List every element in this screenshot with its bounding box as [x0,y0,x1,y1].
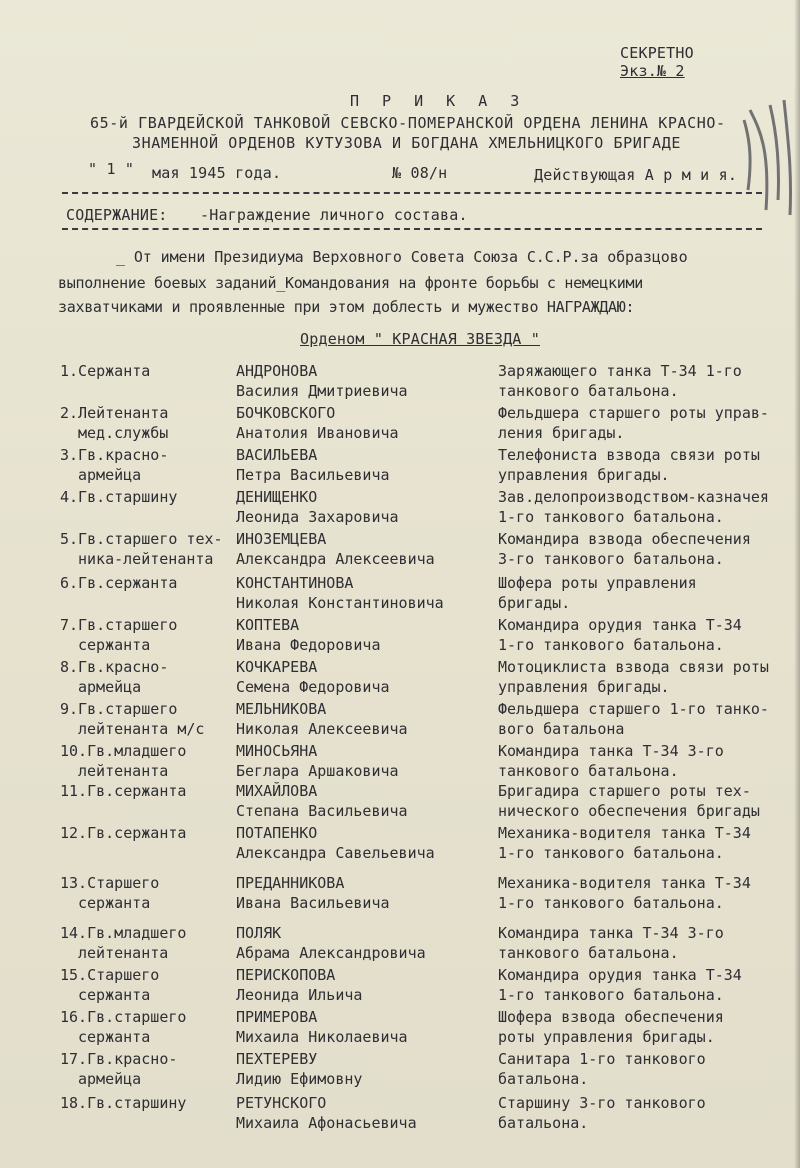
surname: МИНОСЬЯНА [236,742,318,760]
position-line-1: Фельдшера старшего роты управ- [498,404,769,422]
order-heading: Орденом " КРАСНАЯ ЗВЕЗДА " [300,330,540,348]
rank-line-2: сержанта [78,1028,151,1046]
position-line-2: 1-го танкового батальона. [498,894,724,912]
surname: ПОЛЯК [236,924,282,942]
preamble-line-1: _ От имени Президиума Верховного Совета Союза С.С.Р.за образцово [116,248,688,266]
award-entry [0,1008,800,1050]
location: Действующая А р м и я. [534,166,738,184]
surname: ПЕХТЕРЕВУ [236,1050,318,1068]
award-entry [0,700,800,742]
surname: РЕТУНСКОГО [236,1094,327,1112]
position-line-1: Командира взвода обеспечения [498,530,751,548]
award-entry [0,874,800,916]
position-line-2: танкового батальона. [498,382,679,400]
rank-line-1: 8.Гв.красно- [60,658,169,676]
surname: ИНОЗЕМЦЕВА [236,530,327,548]
content-text: -Награждение личного состава. [200,206,468,224]
position-line-1: Мотоциклиста взвода связи роты [498,658,769,676]
award-entry [0,616,800,658]
unit-name-line-1: 65-й ГВАРДЕЙСКОЙ ТАНКОВОЙ СЕВСКО-ПОМЕРАНСКОЙ ОРДЕНА ЛЕНИНА КРАСНО- [90,114,726,132]
content-label: СОДЕРЖАНИЕ: [66,206,168,224]
position-line-2: танкового батальона. [498,762,679,780]
position-line-2: 3-го танкового батальона. [498,550,724,568]
position-line-2: батальона. [498,1114,589,1132]
award-entry [0,966,800,1008]
position-line-1: Командира танка Т-34 3-го [498,742,724,760]
given-names: Михаила Николаевича [236,1028,408,1046]
separator-bottom [62,228,762,230]
position-line-1: Шофера роты управления [498,574,697,592]
position-line-1: Санитара 1-го танкового [498,1050,706,1068]
given-names: Михаила Афонасьевича [236,1114,417,1132]
rank-line-1: 15.Старшего [60,966,160,984]
rank-line-1: 2.Лейтенанта [60,404,169,422]
surname: КОНСТАНТИНОВА [236,574,354,592]
rank-line-1: 4.Гв.старшину [60,488,178,506]
position-line-2: 1-го танкового батальона. [498,636,724,654]
award-entry [0,658,800,700]
surname: ПОТАПЕНКО [236,824,318,842]
given-names: Леонида Ильича [236,986,363,1004]
rank-line-2: армейца [78,466,142,484]
rank-line-1: 14.Гв.младшего [60,924,187,942]
position-line-1: Телефониста взвода связи роты [498,446,760,464]
position-line-1: Шофера взвода обеспечения [498,1008,724,1026]
rank-line-2: сержанта [78,636,151,654]
position-line-2: 1-го танкового батальона. [498,508,724,526]
given-names: Александра Алексеевича [236,550,435,568]
given-names: Анатолия Ивановича [236,424,399,442]
surname: ДЕНИЩЕНКО [236,488,318,506]
rank-line-2: лейтенанта [78,762,169,780]
rank-line-1: 5.Гв.старшего тех- [60,530,223,548]
position-line-2: нического обеспечения бригады [498,802,760,820]
rank-line-1: 18.Гв.старшину [60,1094,187,1112]
award-entry [0,924,800,966]
surname: ПРЕДАННИКОВА [236,874,345,892]
position-line-2: бригады. [498,594,571,612]
award-entry [0,1094,800,1136]
secrecy-stamp: СЕКРЕТНО [620,44,694,62]
rank-line-1: 7.Гв.старшего [60,616,178,634]
given-names: Александра Савельевича [236,844,435,862]
award-entry [0,782,800,824]
surname: КОЧКАРЕВА [236,658,318,676]
unit-name-line-2: ЗНАМЕННОЙ ОРДЕНОВ КУТУЗОВА И БОГДАНА ХМЕЛЬНИЦКОГО БРИГАДЕ [132,134,681,152]
position-line-1: Командира орудия танка Т-34 [498,616,742,634]
surname: АНДРОНОВА [236,362,318,380]
award-entry [0,404,800,446]
date-day: " 1 " [88,160,135,178]
award-entry [0,362,800,404]
preamble-line-3: захватчиками и проявленные при этом доблесть и мужество НАГРАЖДАЮ: [58,298,635,316]
rank-line-1: 6.Гв.сержанта [60,574,178,592]
award-entry [0,574,800,616]
award-entry [0,742,800,784]
position-line-2: роты управления бригады. [498,1028,715,1046]
rank-line-1: 10.Гв.младшего [60,742,187,760]
given-names: Леонида Захаровича [236,508,399,526]
surname: ПРИМЕРОВА [236,1008,318,1026]
award-entry [0,446,800,488]
position-line-2: управления бригады. [498,466,670,484]
award-entry [0,488,800,530]
rank-line-1: 3.Гв.красно- [60,446,169,464]
separator-top [62,192,762,194]
rank-line-1: 1.Сержанта [60,362,151,380]
position-line-2: батальона. [498,1070,589,1088]
position-line-2: 1-го танкового батальона. [498,986,724,1004]
position-line-1: Бригадира старшего роты тех- [498,782,751,800]
pencil-annotation-mark [740,100,800,220]
rank-line-1: 17.Гв.красно- [60,1050,178,1068]
given-names: Николая Алексеевича [236,720,408,738]
rank-line-1: 9.Гв.старшего [60,700,178,718]
rank-line-2: армейца [78,1070,142,1088]
given-names: Николая Константиновича [236,594,444,612]
rank-line-1: 12.Гв.сержанта [60,824,187,842]
award-entry [0,824,800,866]
position-line-1: Фельдшера старшего 1-го танко- [498,700,769,718]
position-line-1: Зав.делопроизводством-казначея [498,488,769,506]
given-names: Петра Васильевича [236,466,390,484]
position-line-1: Заряжающего танка Т-34 1-го [498,362,742,380]
given-names: Семена Федоровича [236,678,390,696]
surname: МИХАЙЛОВА [236,782,318,800]
rank-line-2: сержанта [78,894,151,912]
given-names: Ивана Васильевича [236,894,390,912]
position-line-1: Механика-водителя танка Т-34 [498,824,751,842]
given-names: Ивана Федоровича [236,636,381,654]
given-names: Степана Васильевича [236,802,408,820]
given-names: Абрама Александровича [236,944,426,962]
position-line-1: Командира танка Т-34 3-го [498,924,724,942]
position-line-2: танкового батальона. [498,944,679,962]
position-line-2: вого батальона [498,720,625,738]
position-line-1: Командира орудия танка Т-34 [498,966,742,984]
position-line-1: Механика-водителя танка Т-34 [498,874,751,892]
surname: КОПТЕВА [236,616,300,634]
position-line-2: ления бригады. [498,424,625,442]
award-entry [0,530,800,572]
date-month-year: мая 1945 года. [152,164,282,182]
copy-number: Экз.№ 2 [620,62,685,80]
position-line-1: Старшину 3-го танкового [498,1094,706,1112]
rank-line-2: сержанта [78,986,151,1004]
award-entry [0,1050,800,1092]
rank-line-2: ника-лейтенанта [78,550,214,568]
given-names: Василия Дмитриевича [236,382,408,400]
surname: ВАСИЛЬЕВА [236,446,318,464]
rank-line-1: 11.Гв.сержанта [60,782,187,800]
rank-line-2: мед.службы [78,424,169,442]
surname: МЕЛЬНИКОВА [236,700,327,718]
position-line-2: 1-го танкового батальона. [498,844,724,862]
surname: ПЕРИСКОПОВА [236,966,336,984]
rank-line-1: 13.Старшего [60,874,160,892]
rank-line-2: лейтенанта м/с [78,720,205,738]
given-names: Лидию Ефимовну [236,1070,363,1088]
document-title: П Р И К А З [350,92,527,110]
surname: БОЧКОВСКОГО [236,404,336,422]
rank-line-2: армейца [78,678,142,696]
preamble-line-2: выполнение боевых заданий_Командования на фронте борьбы с немецкими [58,274,643,292]
given-names: Беглара Аршаковича [236,762,399,780]
rank-line-1: 16.Гв.старшего [60,1008,187,1026]
order-number: № 08/н [392,164,448,182]
position-line-2: управления бригады. [498,678,670,696]
rank-line-2: лейтенанта [78,944,169,962]
